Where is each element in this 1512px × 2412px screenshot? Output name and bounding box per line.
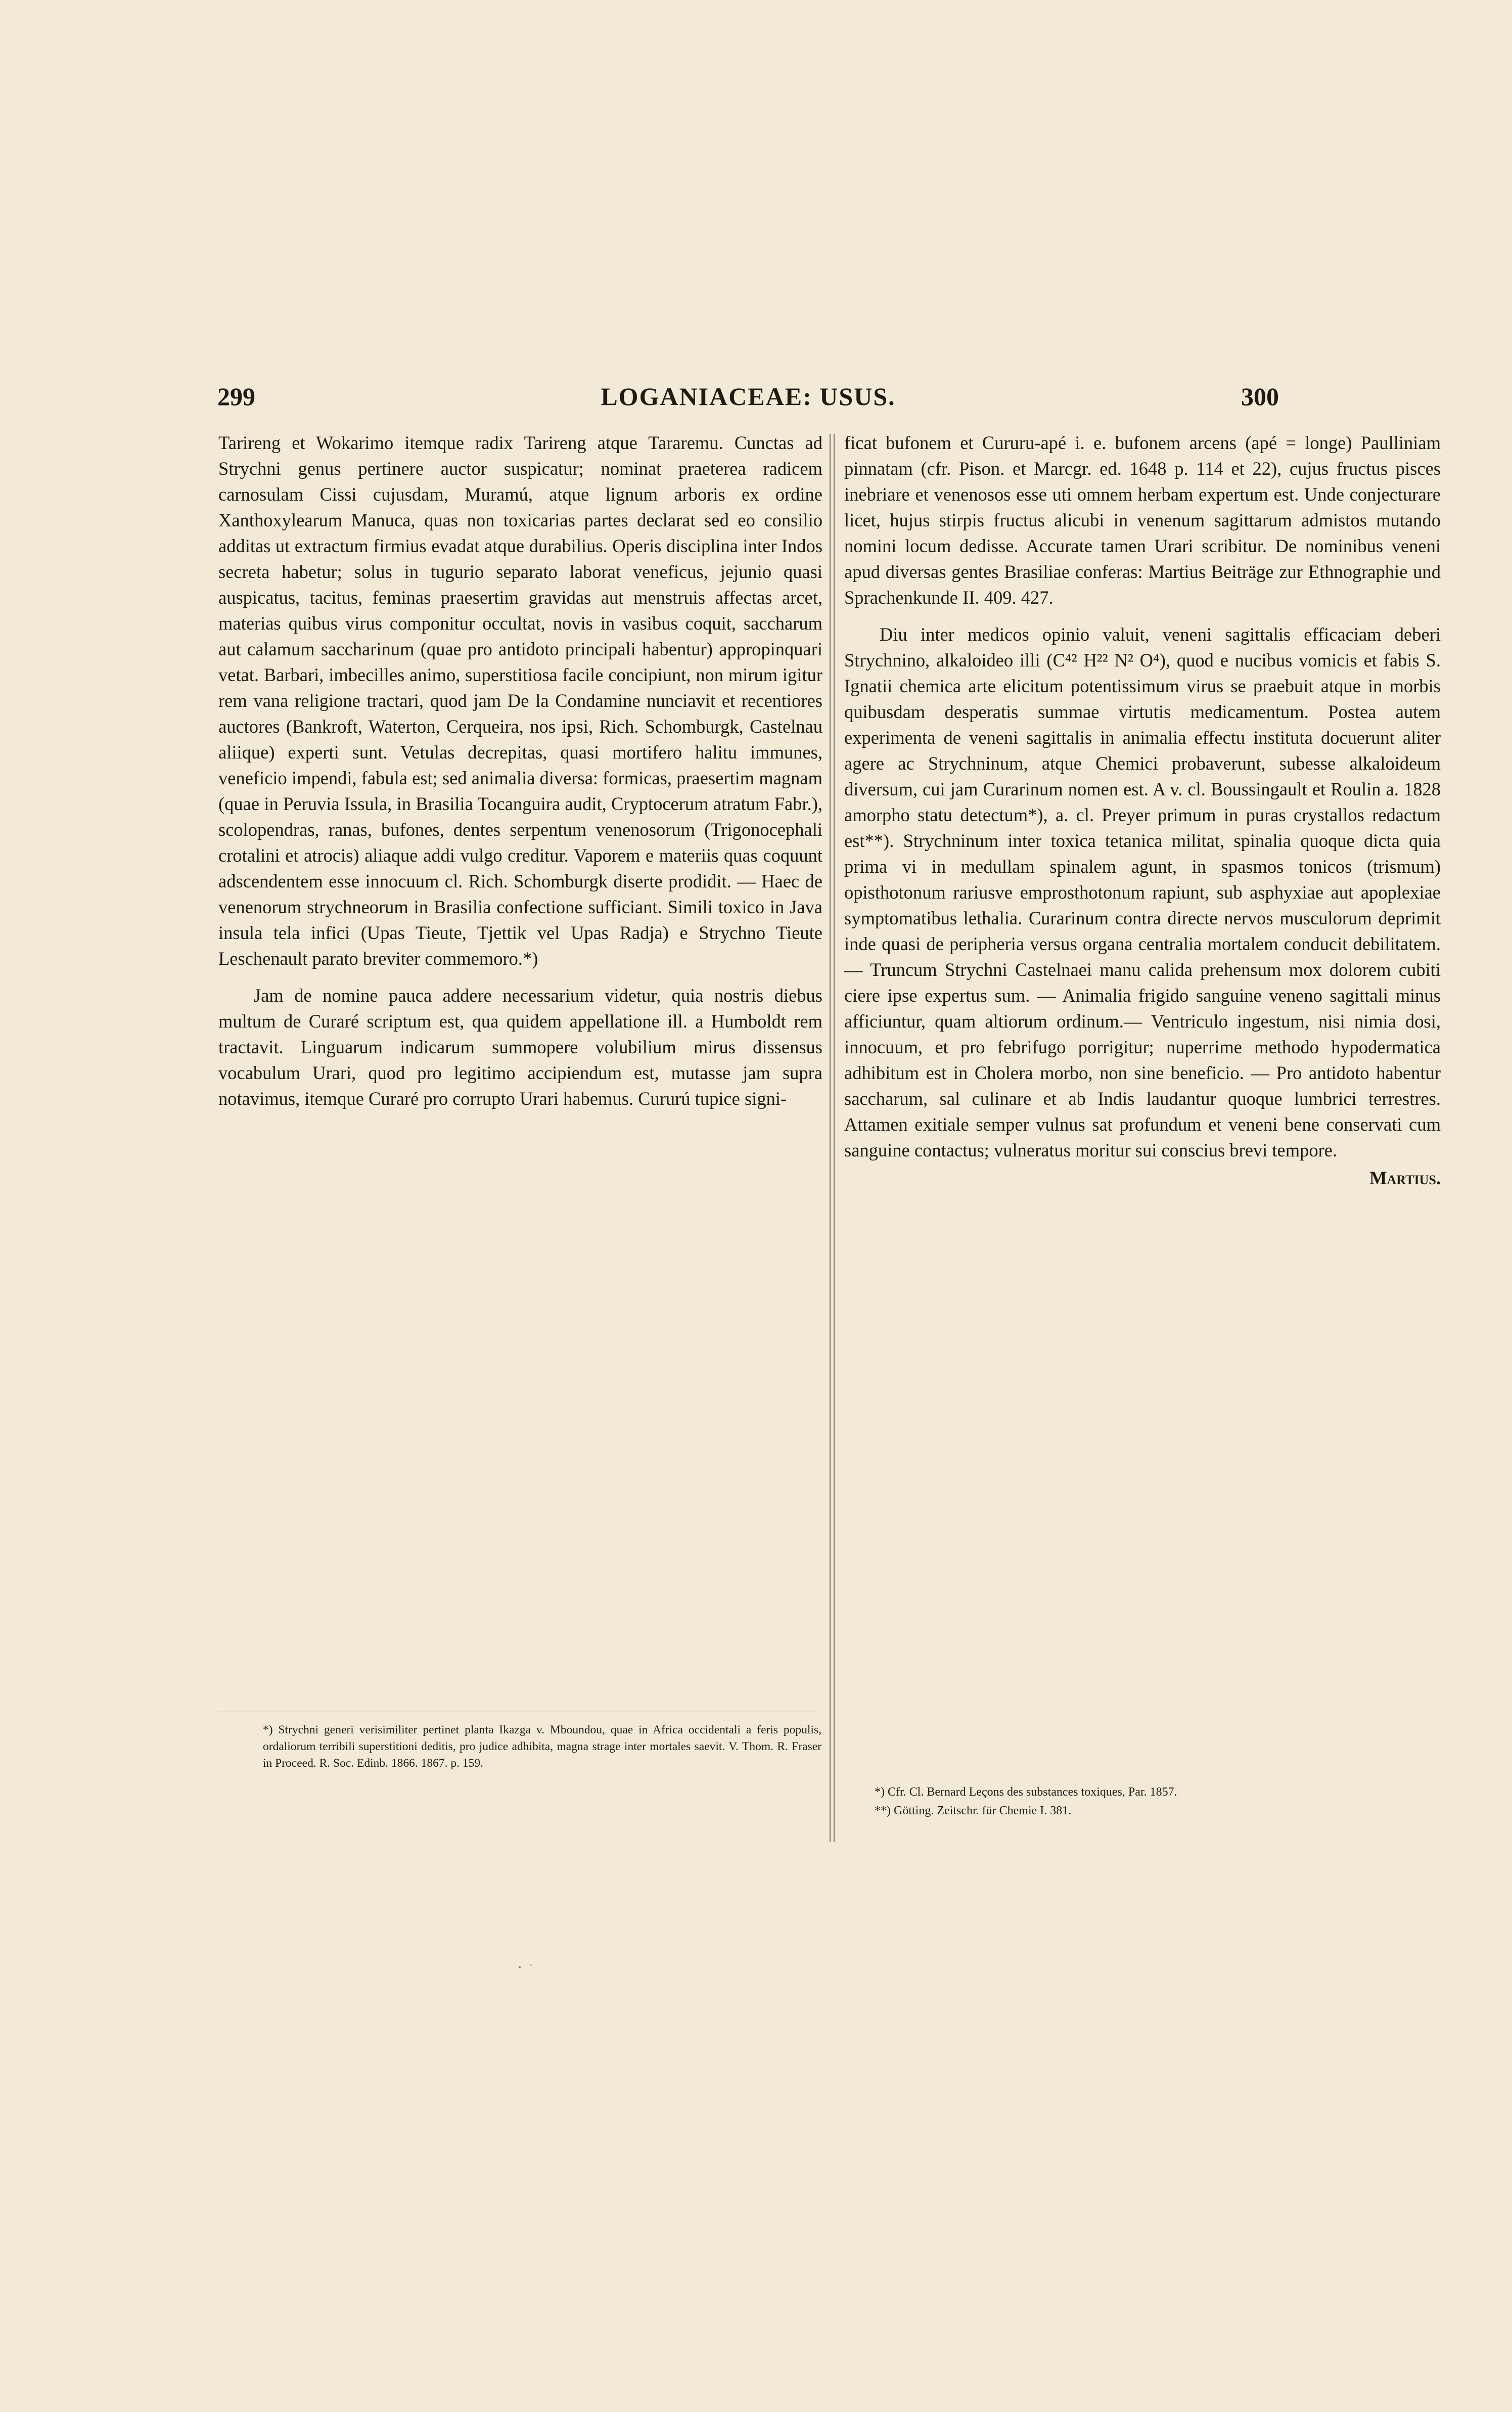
footnotes-left: [263, 1722, 821, 1774]
footnote-right-2: **) Götting. Zeitschr. für Chemie I. 381.: [875, 1804, 1072, 1817]
page-header: [217, 382, 1279, 417]
column-divider: [830, 434, 835, 1842]
right-paragraph-2: Diu inter medicos opinio valuit, veneni sagittalis efficaciam deberi Strychnino, alkaloideo illi (C⁴² H²² N² O⁴), quod e nucibus vomicis et fabis S. Ignatii chemica arte elicitum potentissimum virus se praebuit atque in morbis quibusdam desperatis summae virtutis medicamentum. Postea autem experimenta de veneni sagittalis in animalia effectu instituta docuerunt aliter agere ac Strychninum, atque Chemici probaverunt, subesse alkaloideum diversum, cui jam Curarinum nomen est. A v. cl. Boussingault et Roulin a. 1828 amorpho statu detectum*), a. cl. Preyer primum in puras crystallos redactum est**). Strychninum inter toxica tetanica militat, spinalia quoque dicta quia prima vi in medullam spinalem agunt, in spasmos tonicos (trismum) opisthotonum rariusve emprosthotonum rapiunt, sub asphyxiae aut apoplexiae symptomatibus lethalia. Curarinum contra directe nervos musculorum deprimit inde quasi de peripheria versus organa centralia mortalem conducit debilitatem. — Truncum Strychni Castelnaei manu calida prehensum mox dolorem cubiti ciere ipse expertus sum. — Animalia frigido sanguine veneno sagittali minus afficiuntur, quam altiorum ordinum.— Ventriculo ingestum, nisi nimia dosi, innocuum, et pro febrifugo porrigitur; nuperrime methodo hypodermatica adhibitum est in Cholera morbo, non sine beneficio. — Pro antidoto habentur saccharum, sal culinare et ab Indis laudantur quoque lumbrici terrestres. Attamen exitiale semper vulnus sat profundum et veneni bene conservati cum sanguine contactus; vulneratus moritur sui conscius brevi tempore.: [844, 624, 1441, 1160]
page-number-left: 299: [217, 382, 255, 411]
footnote-right-1: *) Cfr. Cl. Bernard Leçons des substances toxiques, Par. 1857.: [875, 1785, 1177, 1799]
footnotes-right: [875, 1784, 1436, 1821]
right-column: [844, 430, 1441, 1191]
right-paragraph-1: ficat bufonem et Cururu-apé i. e. bufonem arcens (apé = longe) Paulliniam pinnatam (cfr. Pison. et Marcgr. ed. 1648 p. 114 et 22), cujus fructus pisces inebriare et venenosos esse uti omnem herbam expertum est. Unde conjecturare licet, hujus stirpis fructus alicubi in venenum sagittarum admistos mutando nomini locum dedisse. Accurate tamen Urari scribitur. De nominibus veneni apud diversas gentes Brasiliae conferas: Martius Beiträge zur Ethnographie und Sprachenkunde II. 409. 427.: [844, 432, 1441, 608]
left-column: [218, 430, 822, 1111]
author-signature: Martius.: [1369, 1168, 1441, 1188]
running-title: LOGANIACEAE: USUS.: [601, 382, 896, 411]
left-paragraph-1: Tarireng et Wokarimo itemque radix Tarireng atque Tararemu. Cunctas ad Strychni genus pertinere auctor suspicatur; nominat praeterea radicem carnosulam Cissi cujusdam, Muramú, atque lignum arboris ex ordine Xanthoxylearum Manuca, quas non toxicarias partes declarat sed eo consilio additas ut extractum firmius evadat atque durabilius. Operis disciplina inter Indos secreta habetur; solus in tugurio separato laborat veneficus, jejunio quasi auspicatus, tacitus, feminas praesertim gravidas aut menstruis affectas arcet, materias quibus virus componitur occultat, novis in vasibus coquit, saccharum aut calamum saccharinum (quae pro antidoto principali habentur) appropinquari vetat. Barbari, imbecilles animo, superstitiosa facile concipiunt, non mirum igitur rem vana religione tractari, quod jam De la Condamine nunciavit et recentiores auctores (Bankroft, Waterton, Cerqueira, nos ipsi, Rich. Schomburgk, Castelnau aliique) experti sunt. Vetulas decrepitas, quasi mortifero halitu immunes, veneficio impendi, fabula est; sed animalia diversa: formicas, praesertim magnam (quae in Peruvia Issula, in Brasilia Tocanguira audit, Cryptocerum atratum Fabr.), scolopendras, ranas, bufones, dentes serpentum venenosorum (Trigonocephali crotalini et atrocis) aliaque addi vulgo creditur. Vaporem e materiis quas coquunt adscendentem esse innocuum cl. Rich. Schomburgk diserte prodidit. — Haec de venenorum strychneorum in Brasilia confectione sufficiant. Simili toxico in Java insula tela infici (Upas Tieute, Tjettik vel Upas Radja) e Strychno Tieute Leschenault parato breviter commemoro.*): [218, 432, 822, 969]
footnote-left-1: *) Strychni generi verisimiliter pertinet planta Ikazga v. Mboundou, quae in Africa occidentali a feris populis, ordaliorum terribili superstitioni deditis, pro judice adhibita, magna strage inter mortales saevit. V. Thom. R. Fraser in Proceed. R. Soc. Edinb. 1866. 1867. p. 159.: [263, 1723, 821, 1770]
paper-speck: [516, 1962, 536, 1972]
page-number-right: 300: [1241, 382, 1279, 411]
left-paragraph-2: Jam de nomine pauca addere necessarium videtur, quia nostris diebus multum de Curaré scriptum est, qua quidem appellatione ill. a Humboldt rem tractavit. Linguarum indicarum summopere volubilium mirus dissensus vocabulum Urari, quod pro legitimo accipiendum est, mutasse jam supra notavimus, itemque Curaré pro corrupto Urari habemus. Cururú tupice signi-: [218, 985, 822, 1109]
